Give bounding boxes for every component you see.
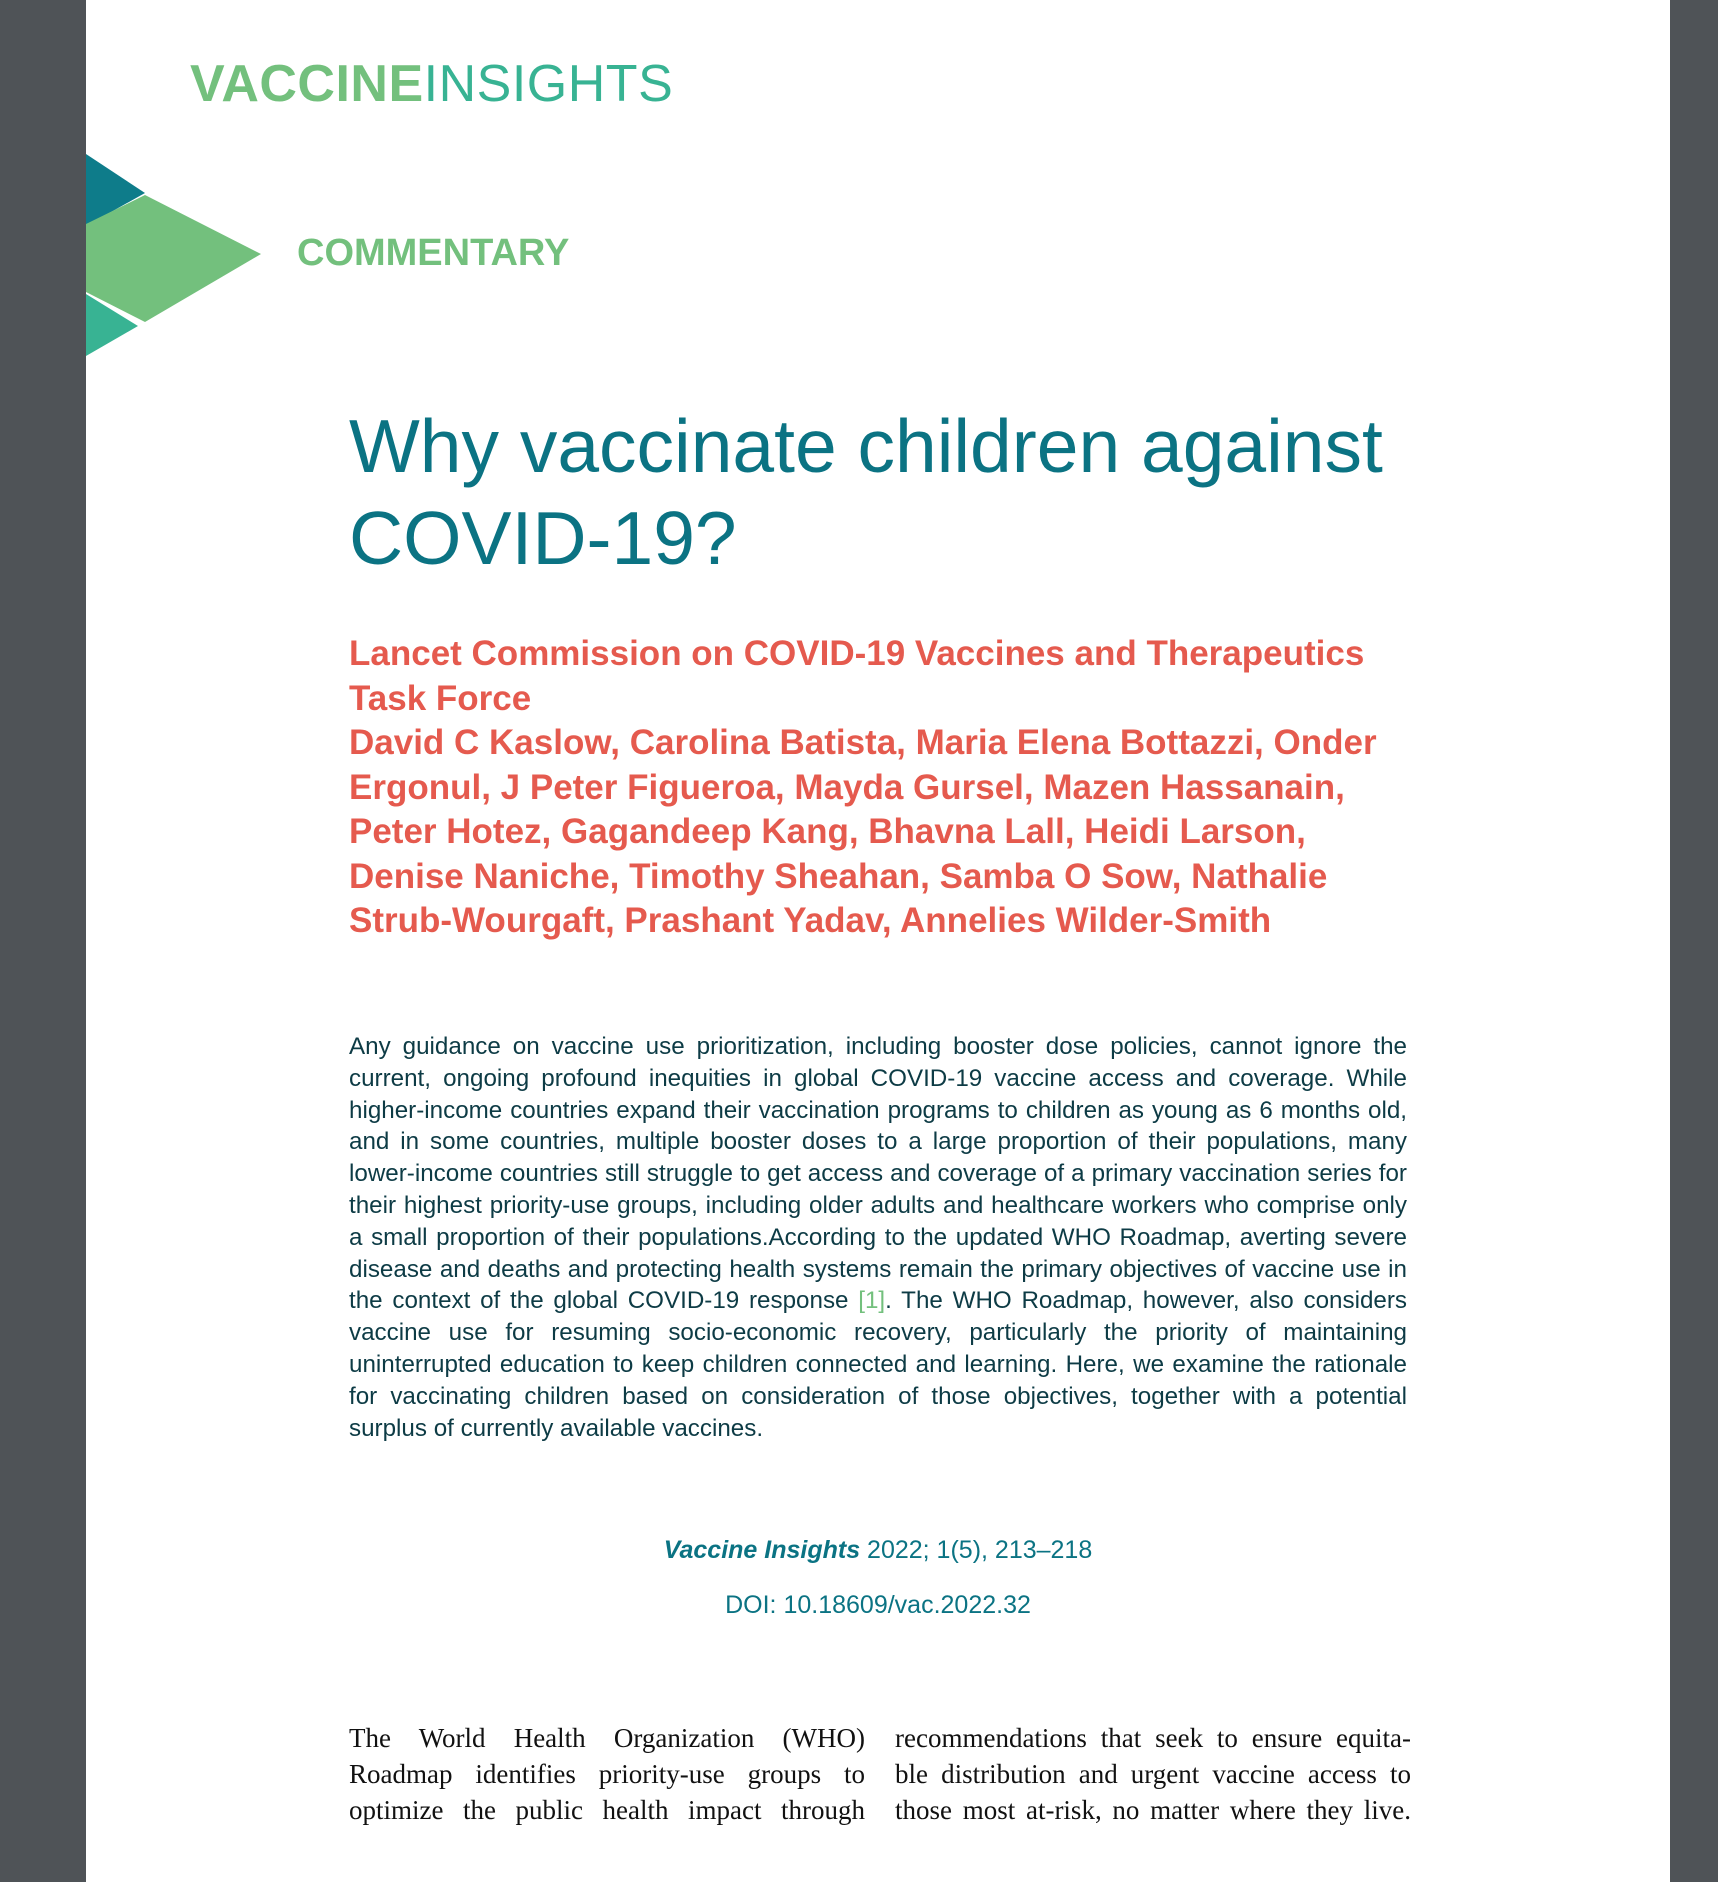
journal-logo	[190, 55, 674, 113]
author-line: Denise Naniche, Timothy Sheahan, Samba O Sow, Nathalie	[349, 856, 1328, 896]
citation-journal-name: Vaccine Insights	[663, 1536, 861, 1564]
author-line: Strub-Wourgaft, Prashant Yadav, Annelies Wilder-Smith	[349, 901, 1272, 940]
logo-insights: INSIGHTS	[423, 55, 674, 113]
body-column-right	[895, 1720, 1411, 1828]
author-line: David C Kaslow, Carolina Batista, Maria Elena Bottazzi, Onder	[349, 723, 1377, 762]
body-line: optimize the public health impact through	[349, 1795, 865, 1825]
body-line: Roadmap identifies priority-use groups to	[349, 1759, 865, 1789]
author-line: Lancet Commission on COVID-19 Vaccines and Therapeutics	[349, 634, 1365, 673]
body-line: recommendations that seek to ensure equita-	[895, 1723, 1411, 1753]
title-line-2: COVID-19?	[349, 496, 737, 580]
doi-link[interactable]: DOI: 10.18609/vac.2022.32	[725, 1591, 1031, 1619]
journal-citation	[86, 1536, 1670, 1565]
title-line-1: Why vaccinate children against	[349, 404, 1383, 488]
body-line: ble distribution and urgent vaccine access to	[895, 1759, 1411, 1789]
abstract-text-part-1: Any guidance on vaccine use prioritization, including booster dose policies, cannot ignore the current, ongoing profound inequities in global COVID-19 vaccine access and coverage. While higher-income countries expand their vaccination programs to children as young as 6 months old, and in some countries, multiple booster doses to a large proportion of their populations, many lower-income countries still struggle to get access and coverage of a primary vaccination series for their highest priority-use groups, including older adults and healthcare workers who comprise only a small proportion of their populations.According to the updated WHO Roadmap, averting severe disease and deaths and protecting health systems remain the primary objectives of vaccine use in the context of the global COVID-19 response	[349, 1033, 1407, 1315]
decorative-triangles	[86, 150, 266, 360]
article-page	[86, 0, 1670, 1882]
body-line: The World Health Organization (WHO)	[349, 1723, 865, 1753]
logo-vaccine: VACCINE	[190, 55, 424, 113]
body-line: those most at-risk, no matter where they live.	[895, 1795, 1411, 1825]
triangle-green	[86, 195, 261, 322]
author-list	[349, 632, 1479, 944]
author-line: Ergonul, J Peter Figueroa, Mayda Gursel, Mazen Hassanain,	[349, 767, 1345, 807]
body-column-left	[349, 1720, 865, 1828]
author-line: Peter Hotez, Gagandeep Kang, Bhavna Lall, Heidi Larson,	[349, 812, 1306, 851]
article-title	[349, 400, 1479, 584]
abstract	[349, 1031, 1407, 1444]
section-label: COMMENTARY	[297, 232, 570, 274]
abstract-text-part-2: . The WHO Roadmap, however, also considers vaccine use for resuming socio-economic recovery, particularly the priority of maintaining uninterrupted education to keep children connected and learning. Here, we examine the rationale for vaccinating children based on consideration of those objectives, together with a potential surplus of currently available vaccines.	[349, 1287, 1407, 1442]
reference-link-1[interactable]: [1]	[858, 1287, 886, 1315]
citation-details: 2022; 1(5), 213–218	[860, 1536, 1093, 1564]
author-line: Task Force	[349, 678, 532, 718]
